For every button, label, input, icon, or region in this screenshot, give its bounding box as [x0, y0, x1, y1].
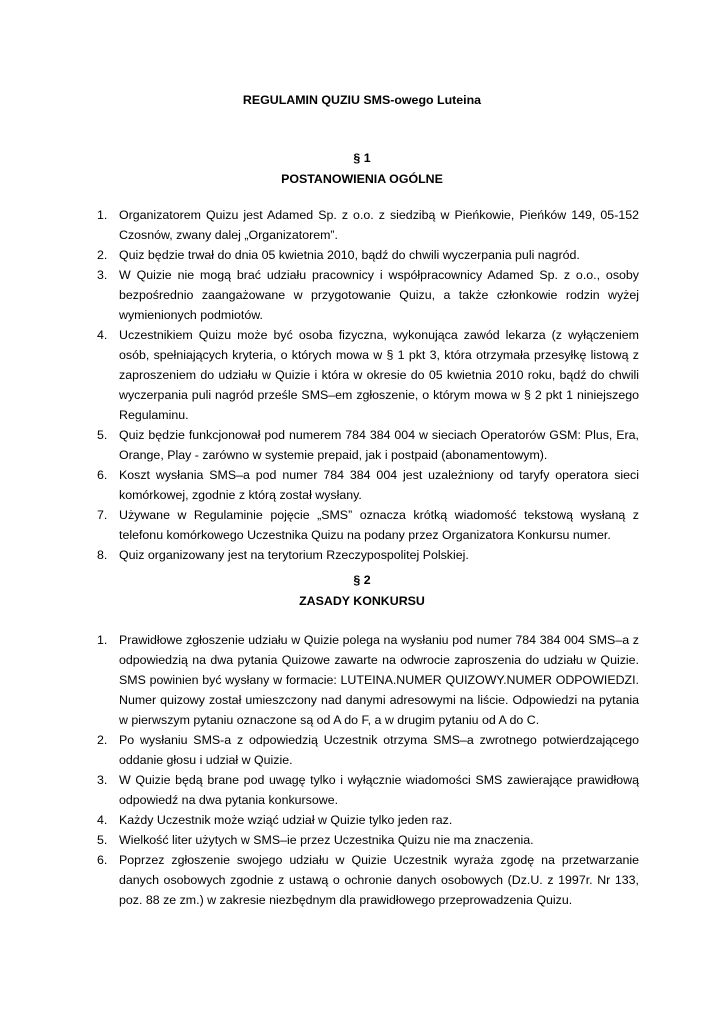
list-item	[91, 810, 639, 830]
list-item-text: Wielkość liter użytych w SMS–ie przez Uczestnika Quizu nie ma znaczenia.	[119, 833, 534, 847]
list-item-text: Poprzez zgłoszenie swojego udziału w Quizie Uczestnik wyraża zgodę na przetwarzanie danych osobowych zgodnie z ustawą o ochronie danych osobowych (Dz.U. z 1997r. Nr 133, poz. 88 ze zm.) w zakresie niezbędnym dla prawidłowego przeprowadzenia Quizu.	[119, 853, 639, 907]
list-item-number: 7.	[97, 508, 108, 522]
list-item	[91, 830, 639, 850]
list-item-text: Używane w Regulaminie pojęcie „SMS” oznacza krótką wiadomość tekstową wysłaną z telefonu komórkowego Uczestnika Quizu na podany przez Organizatora Konkursu numer.	[119, 508, 639, 542]
list-item-number: 4.	[97, 328, 108, 342]
list-item-number: 3.	[97, 773, 108, 787]
list-item	[91, 465, 639, 505]
section-2-list	[91, 630, 639, 910]
list-item	[91, 245, 639, 265]
list-item	[91, 265, 639, 325]
list-item-number: 2.	[97, 733, 108, 747]
list-item	[91, 850, 639, 910]
list-item-text: W Quizie będą brane pod uwagę tylko i wyłącznie wiadomości SMS zawierające prawidłową odpowiedź na dwa pytania konkursowe.	[119, 773, 639, 807]
list-item-text: Organizatorem Quizu jest Adamed Sp. z o.o. z siedzibą w Pieńkowie, Pieńków 149, 05-152 Czosnów, zwany dalej „Organizatorem”.	[119, 208, 639, 242]
list-item-text: Quiz będzie trwał do dnia 05 kwietnia 2010, bądź do chwili wyczerpania puli nagród.	[119, 248, 580, 262]
list-item-number: 8.	[97, 548, 108, 562]
list-item-text: Prawidłowe zgłoszenie udziału w Quizie polega na wysłaniu pod numer 784 384 004 SMS–a z odpowiedzią na dwa pytania Quizowe zawarte na odwrocie zaproszenia do udziału w Quizie. SMS powinien być wysłany w formacie: LUTEINA.NUMER QUIZOWY.NUMER ODPOWIEDZI. Numer quizowy został umieszczony nad danymi adresowymi na liście. Odpowiedzi na pytania w pierwszym pytaniu oznaczone są od A do F, a w drugim pytaniu od A do C.	[119, 633, 639, 727]
list-item	[91, 505, 639, 545]
list-item-number: 1.	[97, 208, 108, 222]
document-title: REGULAMIN QUZIU SMS-owego Luteina	[242, 93, 482, 107]
list-item-text: Po wysłaniu SMS-a z odpowiedzią Uczestnik otrzyma SMS–a zwrotnego potwierdzającego oddanie głosu i udział w Quizie.	[119, 733, 639, 767]
list-item-number: 3.	[97, 268, 108, 282]
list-item	[91, 545, 639, 565]
list-item-number: 1.	[97, 633, 108, 647]
list-item-number: 5.	[97, 428, 108, 442]
section-1-number: § 1	[353, 151, 371, 165]
list-item-text: Uczestnikiem Quizu może być osoba fizyczna, wykonująca zawód lekarza (z wyłączeniem osób, spełniających kryteria, o których mowa w § 1 pkt 3, która otrzymała przesyłkę listową z zaproszeniem do udziału w Quizie i która w okresie do 05 kwietnia 2010 roku, bądź do chwili wyczerpania puli nagród prześle SMS–em zgłoszenie, o którym mowa w § 2 pkt 1 niniejszego Regulaminu.	[119, 328, 639, 422]
section-2-header	[0, 570, 724, 612]
list-item-number: 4.	[97, 813, 108, 827]
list-item	[91, 205, 639, 245]
list-item-text: W Quizie nie mogą brać udziału pracownicy i współpracownicy Adamed Sp. z o.o., osoby bezpośrednio zaangażowane w przygotowanie Quizu, a także członkowie rodzin wyżej wymienionych podmiotów.	[119, 268, 639, 322]
list-item-text: Quiz organizowany jest na terytorium Rzeczypospolitej Polskiej.	[119, 548, 469, 562]
list-item	[91, 630, 639, 730]
list-item-number: 6.	[97, 468, 108, 482]
list-item-number: 5.	[97, 833, 108, 847]
list-item-text: Koszt wysłania SMS–a pod numer 784 384 004 jest uzależniony od taryfy operatora sieci komórkowej, zgodnie z którą został wysłany.	[119, 468, 639, 502]
section-1-list	[91, 205, 639, 565]
list-item	[91, 325, 639, 425]
list-item-text: Każdy Uczestnik może wziąć udział w Quizie tylko jeden raz.	[119, 813, 453, 827]
list-item-text: Quiz będzie funkcjonował pod numerem 784 384 004 w sieciach Operatorów GSM: Plus, Era, Orange, Play - zarówno w systemie prepaid, jak i postpaid (abonamentowym).	[119, 428, 639, 462]
list-item-number: 6.	[97, 853, 108, 867]
section-2-number: § 2	[353, 573, 371, 587]
section-1-header	[0, 148, 724, 190]
list-item	[91, 730, 639, 770]
list-item	[91, 770, 639, 810]
list-item	[91, 425, 639, 465]
list-item-number: 2.	[97, 248, 108, 262]
section-1-title: POSTANOWIENIA OGÓLNE	[281, 172, 443, 186]
section-2-title: ZASADY KONKURSU	[299, 594, 425, 608]
